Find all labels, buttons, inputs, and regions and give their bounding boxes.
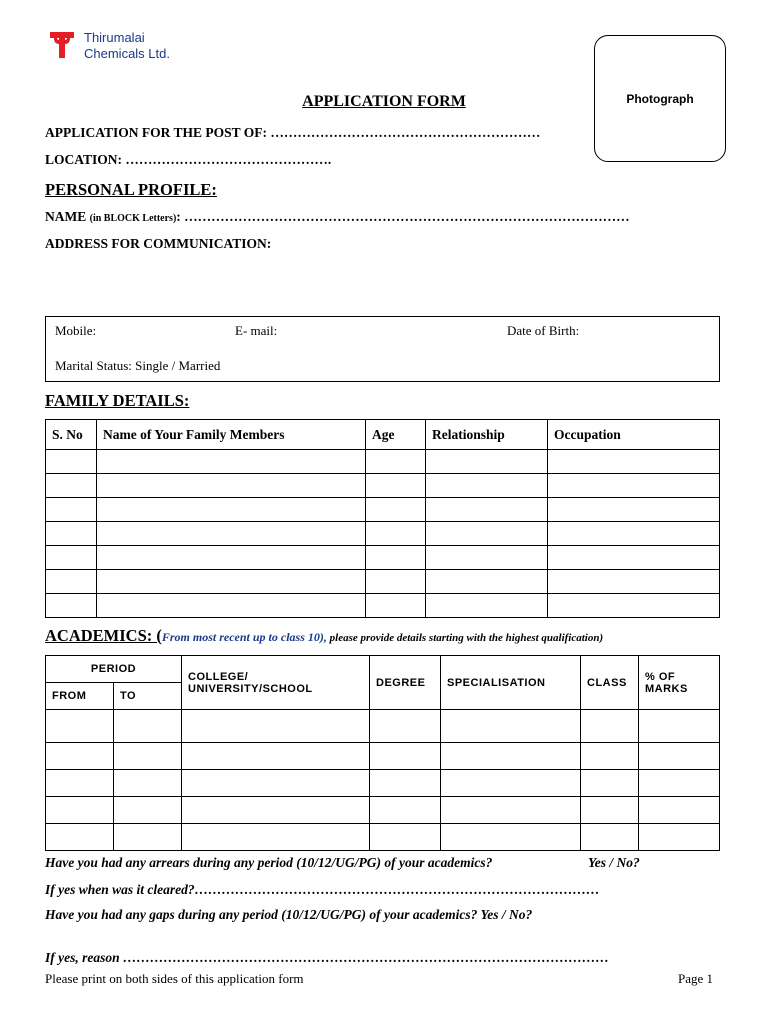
gaps-reason-field[interactable]: If yes, reason ……………………………………………………………………………………………… <box>45 950 609 965</box>
table-row <box>46 474 720 498</box>
table-cell[interactable] <box>548 570 720 594</box>
table-cell[interactable] <box>581 797 639 824</box>
table-cell[interactable] <box>441 824 581 851</box>
table-cell[interactable] <box>114 797 182 824</box>
company-name-line2: Chemicals Ltd. <box>84 46 170 61</box>
table-cell[interactable] <box>97 522 366 546</box>
arrears-cleared-field[interactable]: If yes when was it cleared?……………………………………………………………………………… <box>45 882 600 897</box>
form-title: APPLICATION FORM <box>302 93 466 110</box>
table-cell[interactable] <box>366 474 426 498</box>
table-cell[interactable] <box>548 474 720 498</box>
gaps-question[interactable]: Have you had any gaps during any period (10/12/UG/PG) of your academics? Yes / No? <box>45 907 533 922</box>
table-row <box>46 450 720 474</box>
table-cell[interactable] <box>182 743 370 770</box>
table-cell[interactable] <box>97 594 366 618</box>
table-cell[interactable] <box>46 743 114 770</box>
table-cell[interactable] <box>46 770 114 797</box>
col-period: PERIOD <box>46 656 182 683</box>
table-cell[interactable] <box>97 546 366 570</box>
table-row <box>46 770 720 797</box>
col-college: COLLEGE/ UNIVERSITY/SCHOOL <box>182 656 370 710</box>
table-cell[interactable] <box>426 498 548 522</box>
location-field[interactable]: LOCATION: ………………………………………. <box>45 152 332 167</box>
table-cell[interactable] <box>182 710 370 743</box>
table-cell[interactable] <box>182 824 370 851</box>
table-cell[interactable] <box>426 474 548 498</box>
page-number: Page 1 <box>678 971 714 986</box>
table-cell[interactable] <box>426 450 548 474</box>
col-to: TO <box>114 683 182 710</box>
table-cell[interactable] <box>114 770 182 797</box>
footer-note: Please print on both sides of this application form <box>45 971 304 986</box>
col-class: CLASS <box>581 656 639 710</box>
table-cell[interactable] <box>581 824 639 851</box>
col-name: Name of Your Family Members <box>97 420 366 450</box>
col-specialisation: SPECIALISATION <box>441 656 581 710</box>
table-cell[interactable] <box>370 770 441 797</box>
col-relationship: Relationship <box>426 420 548 450</box>
academics-note: please provide details starting with the highest qualification) <box>326 632 604 644</box>
photograph-label: Photograph <box>626 92 694 106</box>
table-cell[interactable] <box>366 546 426 570</box>
table-cell[interactable] <box>426 594 548 618</box>
address-label: ADDRESS FOR COMMUNICATION: <box>45 236 272 251</box>
table-row <box>46 710 720 743</box>
col-occupation: Occupation <box>548 420 720 450</box>
table-cell[interactable] <box>581 770 639 797</box>
post-field[interactable]: APPLICATION FOR THE POST OF: …………………………………………………… <box>45 125 541 140</box>
table-cell[interactable] <box>46 546 97 570</box>
table-cell[interactable] <box>97 498 366 522</box>
personal-profile-heading: PERSONAL PROFILE: <box>45 180 217 199</box>
name-dots: : ……………………………………………………………………………………… <box>176 209 630 224</box>
table-cell[interactable] <box>366 450 426 474</box>
table-cell[interactable] <box>366 498 426 522</box>
company-name-line1: Thirumalai <box>84 30 145 45</box>
name-field[interactable] <box>45 209 630 225</box>
table-row <box>46 498 720 522</box>
table-cell[interactable] <box>114 743 182 770</box>
table-cell[interactable] <box>581 710 639 743</box>
table-cell[interactable] <box>548 522 720 546</box>
marital-status-field[interactable]: Marital Status: Single / Married <box>55 358 221 373</box>
table-cell[interactable] <box>441 710 581 743</box>
table-cell[interactable] <box>366 570 426 594</box>
table-cell[interactable] <box>548 546 720 570</box>
academics-note-italic: From most recent up to class 10), <box>161 630 327 644</box>
table-cell[interactable] <box>441 770 581 797</box>
table-row <box>46 570 720 594</box>
table-cell[interactable] <box>182 770 370 797</box>
table-cell[interactable] <box>46 474 97 498</box>
academics-table <box>45 655 720 851</box>
table-cell[interactable] <box>366 594 426 618</box>
table-cell[interactable] <box>370 743 441 770</box>
table-cell[interactable] <box>182 797 370 824</box>
table-cell[interactable] <box>97 450 366 474</box>
table-cell[interactable] <box>114 824 182 851</box>
mobile-field[interactable]: Mobile: <box>55 323 97 338</box>
table-cell[interactable] <box>639 710 720 743</box>
table-cell[interactable] <box>639 770 720 797</box>
table-cell[interactable] <box>426 522 548 546</box>
table-cell[interactable] <box>46 594 97 618</box>
table-cell[interactable] <box>548 594 720 618</box>
arrears-question: Have you had any arrears during any period (10/12/UG/PG) of your academics? <box>45 855 493 870</box>
table-cell[interactable] <box>46 522 97 546</box>
table-cell[interactable] <box>46 710 114 743</box>
academics-header-row <box>46 656 720 683</box>
table-cell[interactable] <box>97 570 366 594</box>
academics-heading <box>45 626 603 646</box>
table-cell[interactable] <box>441 743 581 770</box>
table-row <box>46 546 720 570</box>
table-cell[interactable] <box>370 797 441 824</box>
company-logo-icon <box>48 30 76 60</box>
family-header-row <box>46 420 720 450</box>
table-cell[interactable] <box>426 570 548 594</box>
table-cell[interactable] <box>639 824 720 851</box>
col-marks: % OF MARKS <box>639 656 720 710</box>
table-cell[interactable] <box>97 474 366 498</box>
table-row <box>46 797 720 824</box>
table-row <box>46 594 720 618</box>
name-hint: (in BLOCK Letters) <box>89 213 177 224</box>
table-cell[interactable] <box>370 710 441 743</box>
table-cell[interactable] <box>46 824 114 851</box>
dob-field[interactable]: Date of Birth: <box>507 323 580 338</box>
table-cell[interactable] <box>370 824 441 851</box>
table-cell[interactable] <box>46 797 114 824</box>
table-cell[interactable] <box>114 710 182 743</box>
contact-box <box>45 316 720 382</box>
table-cell[interactable] <box>426 546 548 570</box>
col-age: Age <box>366 420 426 450</box>
col-degree: DEGREE <box>370 656 441 710</box>
table-cell[interactable] <box>366 522 426 546</box>
col-sno: S. No <box>46 420 97 450</box>
table-row <box>46 522 720 546</box>
academics-title: ACADEMICS: ( <box>45 626 162 645</box>
name-label: NAME <box>45 209 90 224</box>
col-from: FROM <box>46 683 114 710</box>
table-cell[interactable] <box>639 743 720 770</box>
table-cell[interactable] <box>46 450 97 474</box>
table-cell[interactable] <box>639 797 720 824</box>
table-cell[interactable] <box>46 498 97 522</box>
table-cell[interactable] <box>548 498 720 522</box>
table-row <box>46 824 720 851</box>
family-details-heading: FAMILY DETAILS: <box>45 391 190 410</box>
arrears-answer[interactable]: Yes / No? <box>588 855 640 870</box>
table-row <box>46 743 720 770</box>
table-cell[interactable] <box>46 570 97 594</box>
company-name <box>84 30 170 62</box>
table-cell[interactable] <box>548 450 720 474</box>
table-cell[interactable] <box>441 797 581 824</box>
email-field[interactable]: E- mail: <box>235 323 278 338</box>
family-table <box>45 419 720 618</box>
table-cell[interactable] <box>581 743 639 770</box>
